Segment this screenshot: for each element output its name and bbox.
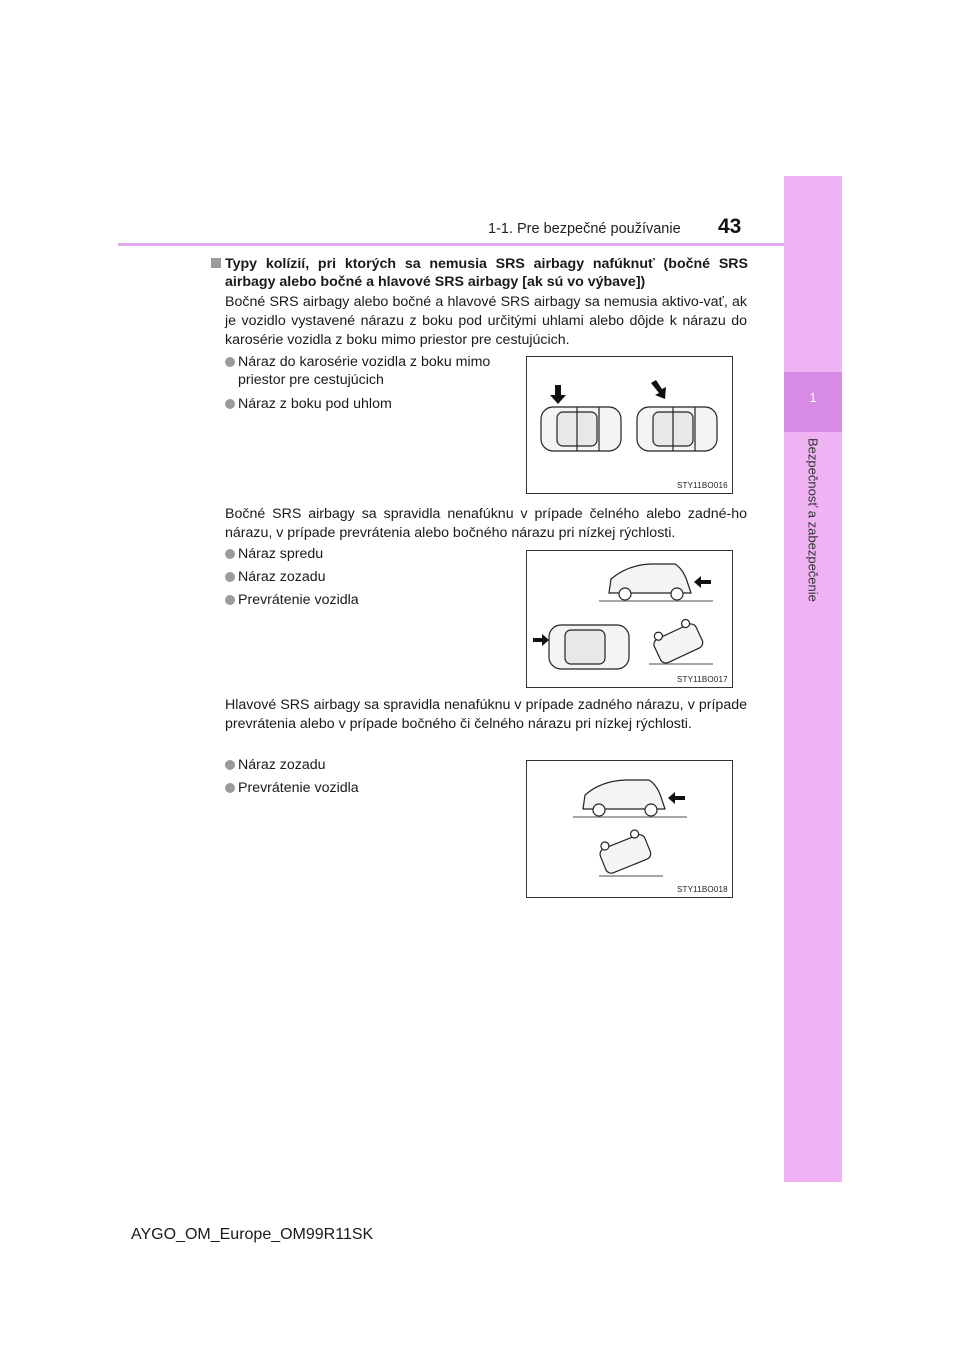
chapter-number: 1 [809,390,817,405]
bullet-icon [225,357,235,367]
document-footer: AYGO_OM_Europe_OM99R11SK [131,1226,374,1243]
list-item: Náraz zozadu [225,568,495,586]
header-section-title: 1-1. Pre bezpečné používanie [488,221,681,237]
list-item: Náraz z boku pod uhlom [225,395,515,413]
chapter-side-tab [784,176,842,1182]
paragraph-side-impact: Bočné SRS airbagy alebo bočné a hlavové SRS airbagy sa nemusia aktivo-vať, ak je vozidlo vystavené nárazu z boku pod určitými uhlami alebo dôjde k nárazu do karosérie vozidla z boku mimo priestor pre cestujúcich. [225,294,747,348]
list-item: Náraz do karosérie vozidla z boku mimo priestor pre cestujúcich [225,353,515,389]
section-heading-text: Typy kolízií, pri ktorých sa nemusia SRS airbagy nafúknuť (bočné SRS airbagy alebo bočné a hlavové SRS airbagy [ak sú vo výbave]) [225,256,748,290]
list-item: Prevrátenie vozidla [225,591,495,609]
bullet-icon [225,572,235,582]
list-item: Náraz zozadu [225,756,495,774]
list-item: Náraz spredu [225,545,495,563]
figure-front-rear-rollover [526,550,733,688]
front-rear-rollover-illustration [527,551,732,687]
rear-rollover-illustration [527,761,732,897]
figure-caption: STY11BO016 [677,481,728,490]
bullet-icon [225,549,235,559]
figure-side-impact [526,356,733,494]
figure-caption: STY11BO018 [677,885,728,894]
section-heading [211,255,748,291]
paragraph-side-airbags: Bočné SRS airbagy sa spravidla nenafúknu v prípade čelného alebo zadné-ho nárazu, v prípade prevrátenia alebo bočného nárazu pri nízkej rýchlosti. [225,506,747,541]
chapter-title: Bezpečnosť a zabezpečenie [805,438,821,602]
bullet-icon [225,595,235,605]
bullet-icon [225,399,235,409]
figure-rear-rollover [526,760,733,898]
heading-square-icon [211,258,221,268]
paragraph-curtain-airbags: Hlavové SRS airbagy sa spravidla nenafúknu v prípade zadného nárazu, v prípade prevrátenia alebo v prípade bočného či čelného nárazu pri nízkej rýchlosti. [225,697,747,732]
bullet-icon [225,760,235,770]
bullet-icon [225,783,235,793]
side-impact-illustration [527,357,732,493]
figure-caption: STY11BO017 [677,675,728,684]
header-divider [118,243,841,246]
page-number: 43 [718,215,742,238]
list-item: Prevrátenie vozidla [225,779,495,797]
